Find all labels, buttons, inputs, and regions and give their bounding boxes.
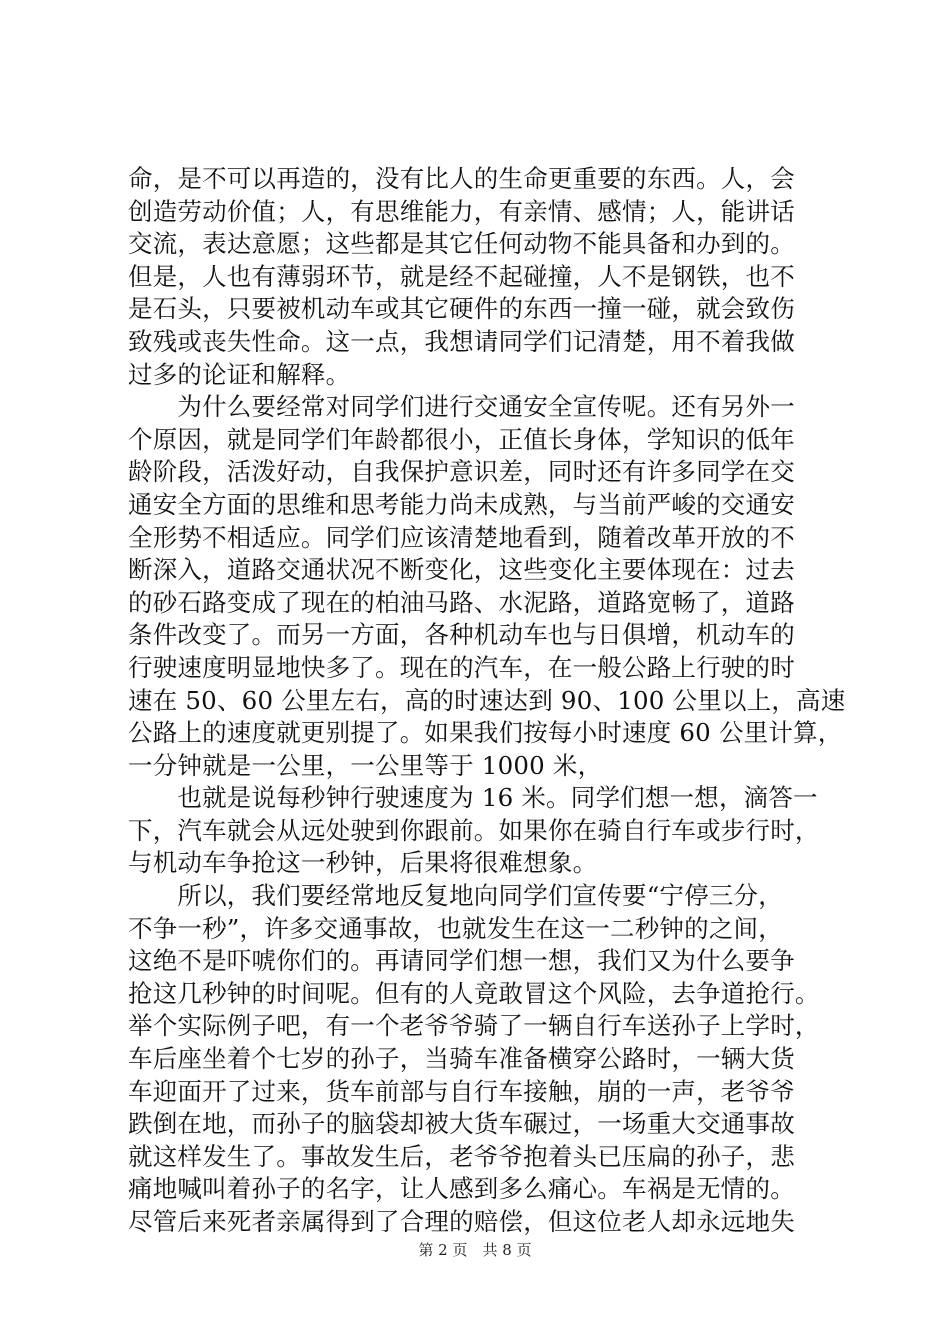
text-line: 下，汽车就会从远处驶到你跟前。如果你在骑自行车或步行时，: [128, 815, 820, 845]
text-line: 断深入，道路交通状况不断变化，这些变化主要体现在：过去: [128, 555, 795, 585]
text-line: 命，是不可以再造的，没有比人的生命更重要的东西。人，会: [128, 164, 795, 193]
text-line: 这绝不是吓唬你们的。再请同学们想一想，我们又为什么要争: [128, 946, 795, 976]
text-line: 公路上的速度就更别提了。如果我们按每小时速度 60 公里计算，: [128, 718, 843, 748]
text-line: 个原因，就是同学们年龄都很小，正值长身体，学知识的低年: [128, 424, 795, 454]
body-text: [128, 163, 846, 1239]
text-line: 痛地喊叫着孙子的名字，让人感到多么痛心。车祸是无情的。: [128, 1174, 795, 1204]
text-line: 的砂石路变成了现在的柏油马路、水泥路，道路宽畅了，道路: [128, 587, 795, 617]
text-line: 一分钟就是一公里，一公里等于 1000 米，: [128, 750, 603, 780]
text-line: 但是，人也有薄弱环节，就是经不起碰撞，人不是钢铁，也不: [128, 261, 795, 291]
text-line: 就这样发生了。事故发生后，老爷爷抱着头已压扁的孙子，悲: [128, 1141, 795, 1171]
text-line: 车后座坐着个七岁的孙子，当骑车准备横穿公路时，一辆大货: [128, 1044, 795, 1074]
text-line: 也就是说每秒钟行驶速度为 16 米。同学们想一想，滴答一: [128, 783, 818, 813]
text-line: 为什么要经常对同学们进行交通安全宣传呢。还有另外一: [128, 392, 795, 422]
text-line: 举个实际例子吧，有一个老爷爷骑了一辆自行车送孙子上学时，: [128, 1011, 820, 1041]
text-line: 龄阶段，活泼好动，自我保护意识差，同时还有许多同学在交: [128, 457, 795, 487]
text-line: 尽管后来死者亲属得到了合理的赔偿，但这位老人却永远地失: [128, 1207, 795, 1236]
text-line: 行驶速度明显地快多了。现在的汽车，在一般公路上行驶的时: [128, 652, 795, 682]
text-line: 与机动车争抢这一秒钟，后果将很难想象。: [128, 848, 598, 878]
text-line: 车迎面开了过来，货车前部与自行车接触，崩的一声，老爷爷: [128, 1076, 795, 1106]
text-line: 不争一秒”，许多交通事故，也就发生在这一二秒钟的之间，: [128, 913, 783, 943]
text-line: 是石头，只要被机动车或其它硬件的东西一撞一碰，就会致伤: [128, 294, 795, 324]
text-line: 速在 50、60 公里左右，高的时速达到 90、100 公里以上，高速: [128, 685, 846, 715]
text-line: 致残或丧失性命。这一点，我想请同学们记清楚，用不着我做: [128, 326, 795, 356]
text-line: 条件改变了。而另一方面，各种机动车也与日俱增，机动车的: [128, 620, 795, 650]
text-line: 通安全方面的思维和思考能力尚未成熟，与当前严峻的交通安: [128, 489, 795, 519]
text-line: 跌倒在地，而孙子的脑袋却被大货车碾过，一场重大交通事故: [128, 1109, 795, 1139]
text-line: 抢这几秒钟的时间呢。但有的人竟敢冒这个风险，去争道抢行。: [128, 978, 820, 1008]
page-footer: 第 2 页 共 8 页: [418, 1241, 532, 1259]
text-line: 交流，表达意愿；这些都是其它任何动物不能具备和办到的。: [128, 229, 795, 259]
text-line: 全形势不相适应。同学们应该清楚地看到，随着改革开放的不: [128, 522, 795, 552]
text-line: 过多的论证和解释。: [128, 359, 351, 389]
text-line: 创造劳动价值；人，有思维能力，有亲情、感情；人，能讲话: [128, 196, 795, 226]
text-line: 所以，我们要经常地反复地向同学们宣传要“宁停三分，: [128, 881, 783, 911]
